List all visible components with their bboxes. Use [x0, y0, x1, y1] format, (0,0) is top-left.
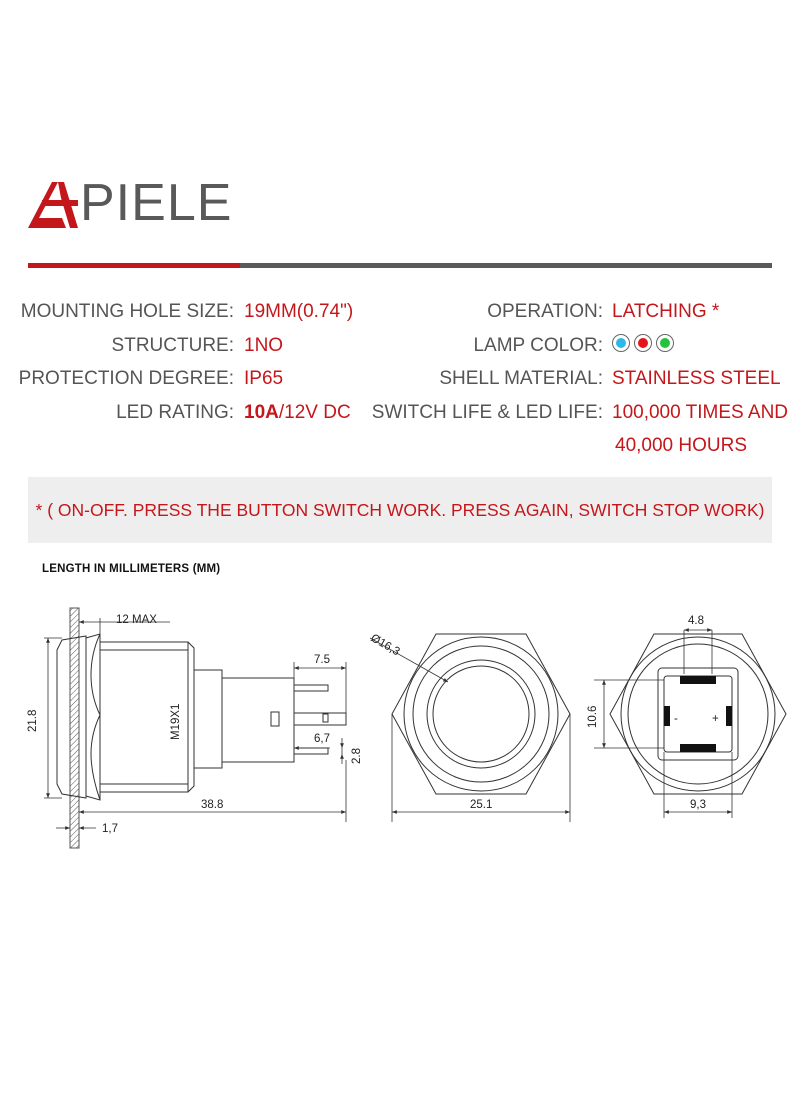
dim-terminal: 7.5 — [314, 654, 330, 666]
dimension-drawing — [0, 590, 800, 860]
led-rating-value — [244, 402, 351, 424]
dim-height: 21.8 — [27, 709, 39, 732]
lamp-blue-dot — [616, 338, 626, 348]
dim-pin-spacing: 6,7 — [314, 733, 330, 745]
protection-label: PROTECTION DEGREE: — [18, 368, 234, 389]
front-view — [392, 634, 570, 794]
dim-total-length: 38.8 — [201, 799, 224, 811]
dim-width: 25.1 — [470, 799, 493, 811]
mounting-hole-value: 19MM(0.74") — [244, 301, 354, 322]
dim-pin-width: 2.8 — [351, 748, 363, 764]
shell-material-label: SHELL MATERIAL: — [439, 368, 603, 389]
structure-label: STRUCTURE: — [111, 335, 234, 356]
back-view — [610, 634, 786, 794]
dim-back-top: 4.8 — [688, 615, 704, 627]
dim-back-bottom: 9,3 — [690, 799, 706, 811]
dim-bezel: 1,7 — [102, 823, 118, 835]
lamp-green-dot — [660, 338, 670, 348]
lamp-green-icon — [656, 334, 674, 352]
led-rating-label: LED RATING: — [116, 402, 234, 423]
lamp-red-icon — [634, 334, 652, 352]
operation-note-box — [28, 477, 772, 543]
minus-sign: - — [674, 713, 678, 725]
lamp-blue-icon — [612, 334, 630, 352]
led-rating-bold: 10A — [244, 402, 279, 423]
structure-value: 1NO — [244, 335, 284, 356]
lamp-red-dot — [638, 338, 648, 348]
led-rating-rest: /12V DC — [278, 402, 351, 423]
brand-logo — [28, 172, 233, 232]
lamp-color-label: LAMP COLOR: — [473, 335, 603, 356]
dim-ring: Ø16,3 — [368, 632, 402, 659]
dimensions-title: LENGTH IN MILLIMETERS (MM) — [42, 563, 221, 575]
operation-note: * ( ON-OFF. PRESS THE BUTTON SWITCH WORK. PRESS AGAIN, SWITCH STOP WORK) — [35, 499, 765, 520]
life-value-line2: 40,000 HOURS — [615, 435, 748, 456]
header-divider-red — [28, 263, 240, 268]
dim-thread: M19X1 — [170, 703, 182, 740]
mounting-hole-label: MOUNTING HOLE SIZE: — [20, 301, 234, 322]
header-divider-gray — [240, 263, 772, 268]
logo-text: PIELE — [80, 174, 233, 232]
dim-flange: 12 MAX — [116, 614, 157, 626]
life-value-line1: 100,000 TIMES AND — [612, 402, 789, 423]
life-label: SWITCH LIFE & LED LIFE: — [371, 402, 603, 423]
shell-material-value: STAINLESS STEEL — [612, 368, 781, 389]
logo-mark-icon — [28, 176, 78, 228]
protection-value: IP65 — [244, 368, 284, 389]
dim-back-height: 10.6 — [587, 705, 599, 728]
lamp-colors — [612, 334, 674, 352]
operation-label: OPERATION: — [487, 301, 603, 322]
operation-value: LATCHING * — [612, 301, 720, 322]
plus-sign: + — [712, 713, 719, 725]
